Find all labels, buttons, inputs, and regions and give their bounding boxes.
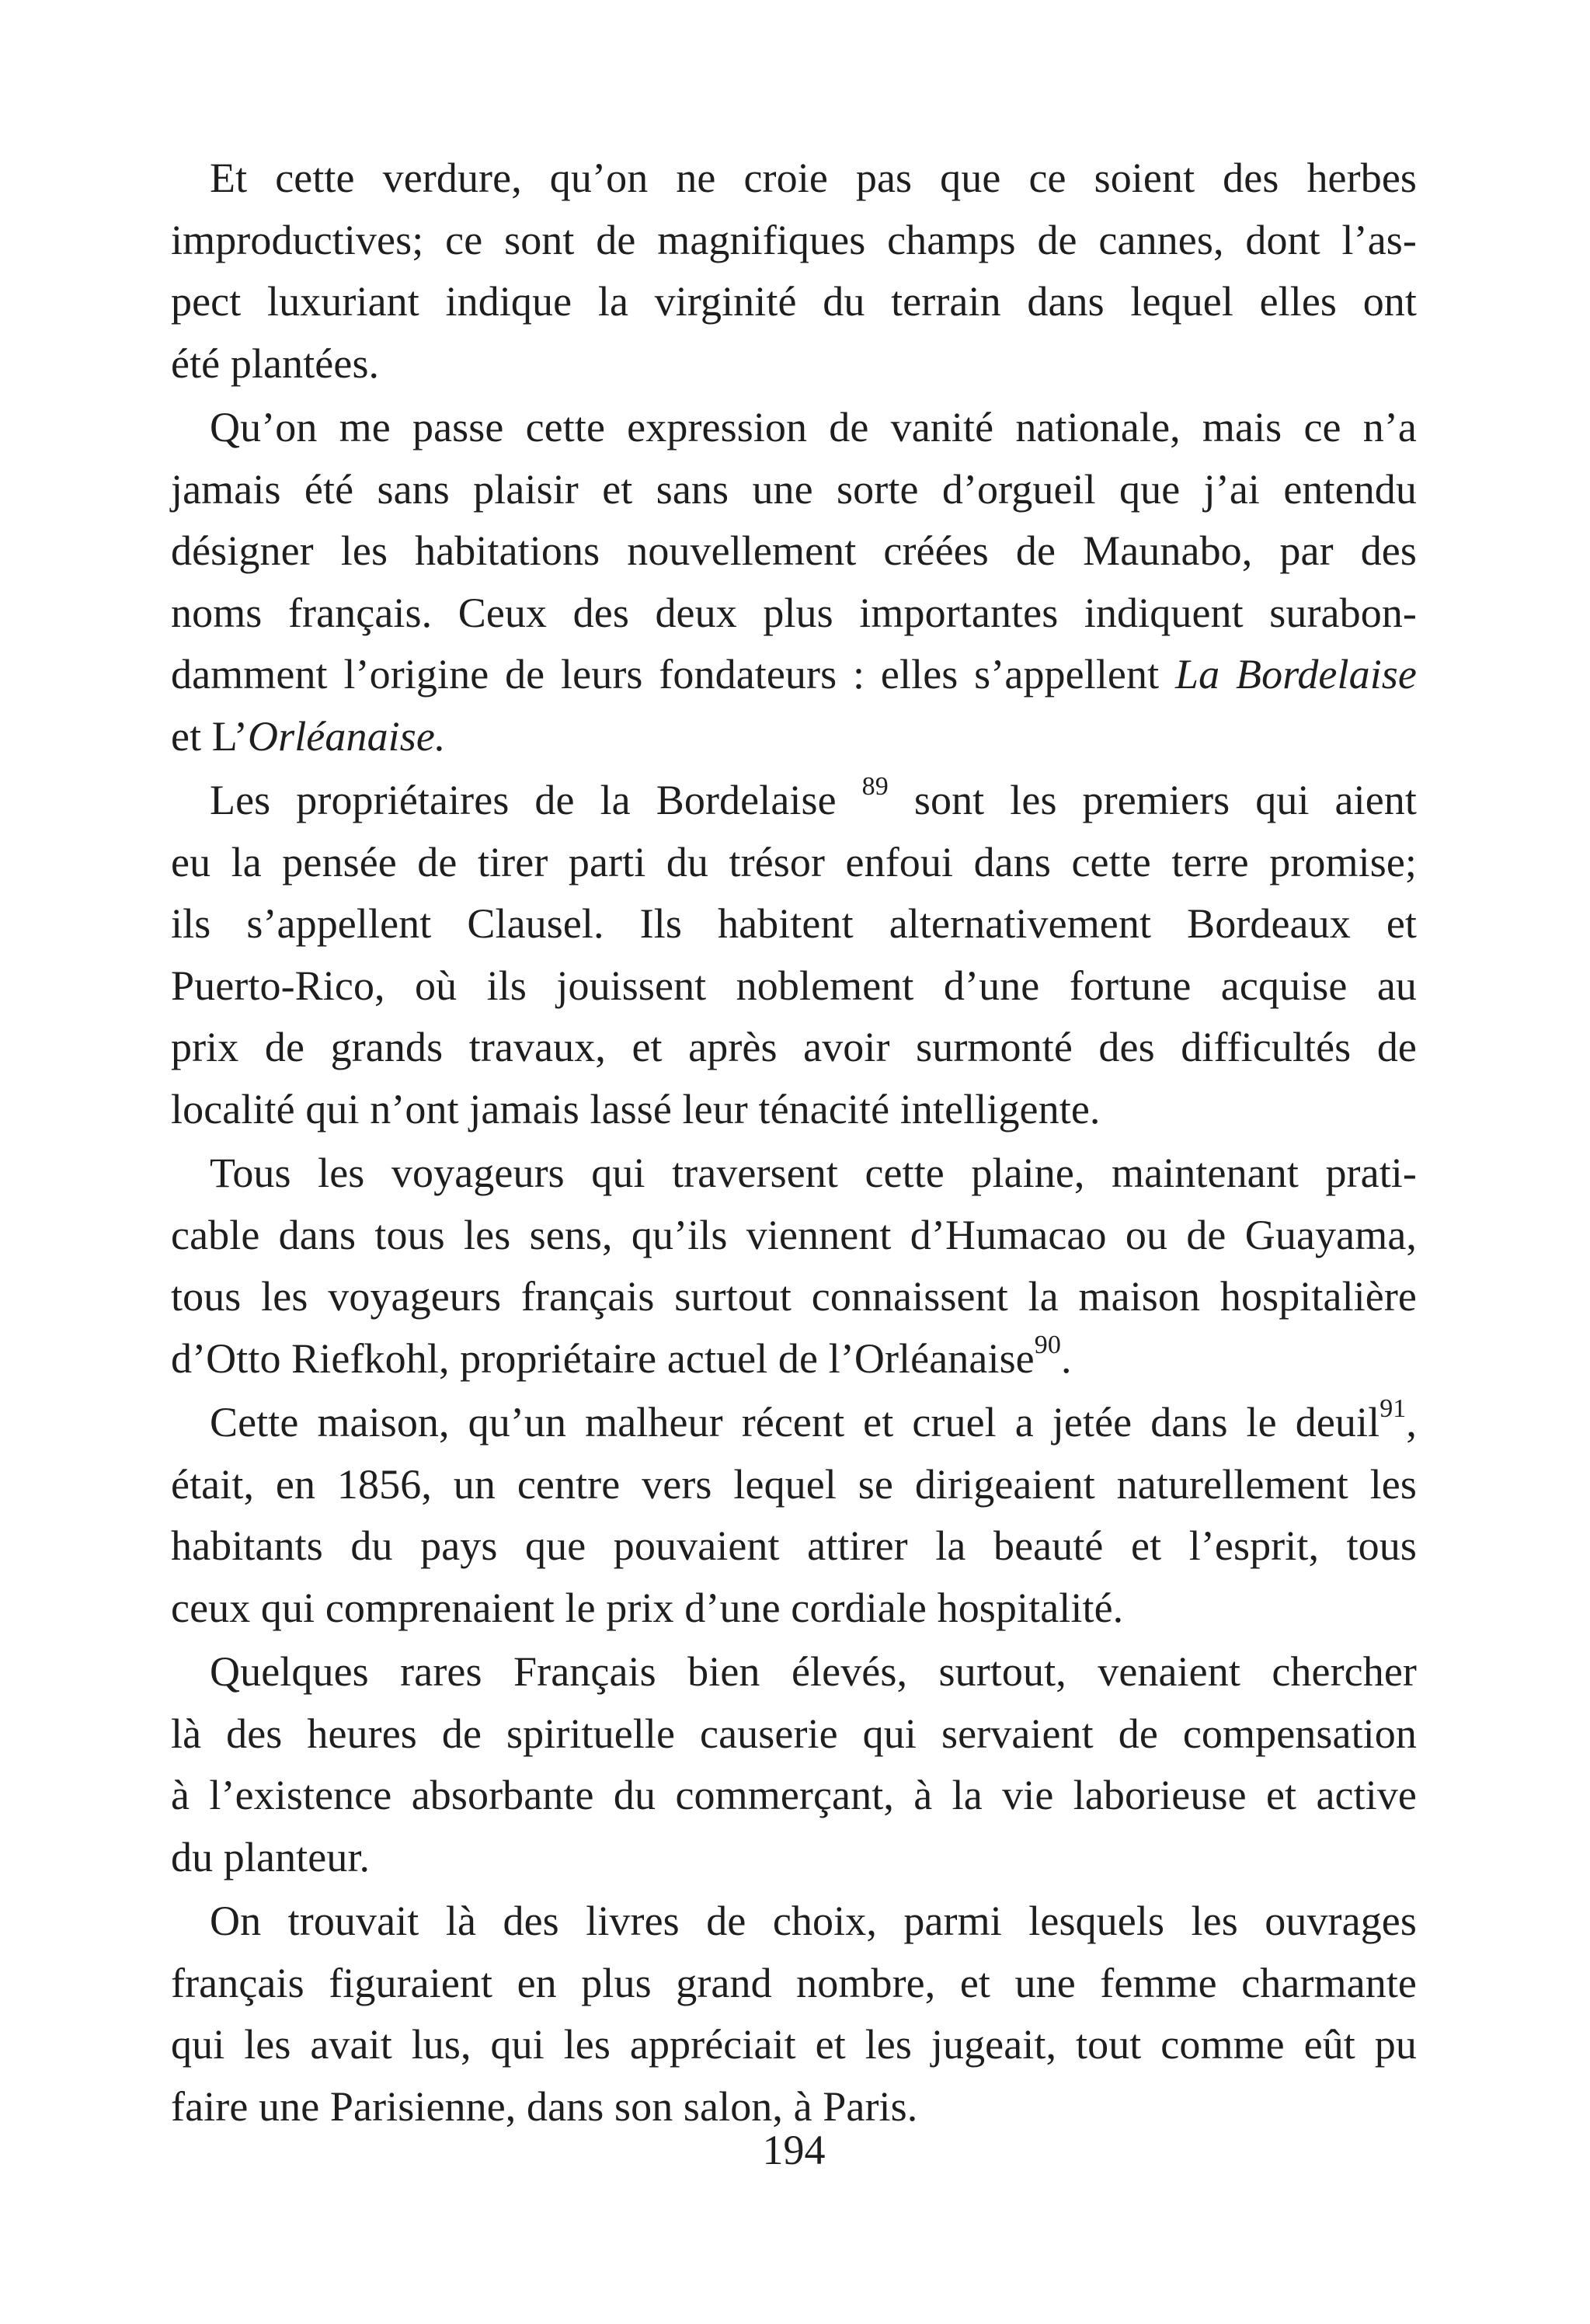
text-line: On trouvait là des livres de choix, parmi lesquels les ouvrages (210, 1898, 1417, 1944)
italic-title: Orléanaise. (247, 712, 446, 760)
text-line: été plantées. (171, 339, 380, 387)
text-run: Les propriétaires de la Bordelaise (210, 777, 862, 823)
text-line: Qu’on me passe cette expression de vanité nationale, mais ce n’a (210, 404, 1417, 451)
text-line (171, 706, 1417, 768)
text-line (171, 1328, 1417, 1390)
italic-title: La Bordelaise (1175, 651, 1417, 698)
text-run: sont les premiers qui aient (888, 777, 1417, 823)
text-line: à l’existence absorbante du commerçant, à la vie laborieuse et active (171, 1772, 1417, 1818)
text-line: faire une Parisienne, dans son salon, à Paris. (171, 2082, 918, 2130)
footnote-ref[interactable]: 90 (1034, 1330, 1061, 1359)
text-line (171, 644, 1417, 706)
page-number: 194 (762, 2127, 826, 2173)
paragraph-2 (171, 397, 1417, 767)
paragraph-7 (171, 1891, 1417, 2138)
text-line (171, 770, 1417, 832)
text-line: Puerto-Rico, où ils jouissent noblement d’une fortune acquise au (171, 962, 1417, 1009)
text-line: habitants du pays que pouvaient attirer la beauté et l’esprit, tous (171, 1522, 1417, 1569)
text-line (171, 1392, 1417, 1454)
text-run: d’Otto Riefkohl, propriétaire actuel de l’Orléanaise (171, 1334, 1035, 1382)
text-line: là des heures de spirituelle causerie qui servaient de compensation (171, 1710, 1417, 1757)
text-run: et L’ (171, 712, 248, 760)
text-run: , (1406, 1399, 1417, 1446)
text-line: jamais été sans plaisir et sans une sorte d’orgueil que j’ai entendu (171, 465, 1417, 513)
text-line: tous les voyageurs français surtout connaissent la maison hospitalière (171, 1273, 1417, 1320)
text-line: désigner les habitations nouvellement créées de Maunabo, par des (171, 527, 1417, 574)
text-line: ceux qui comprenaient le prix d’une cordiale hospitalité. (171, 1584, 1124, 1631)
text-line: français figuraient en plus grand nombre, et une femme charmante (171, 1959, 1417, 2006)
footnote-ref[interactable]: 89 (861, 772, 889, 801)
text-line: Tous les voyageurs qui traversent cette plaine, maintenant prati- (210, 1150, 1417, 1196)
text-line: pect luxuriant indique la virginité du terrain dans lequel elles ont (171, 278, 1417, 325)
paragraph-6 (171, 1641, 1417, 1888)
text-line: cable dans tous les sens, qu’ils viennent d’Humacao ou de Guayama, (171, 1211, 1417, 1258)
text-line: improductives; ce sont de magnifiques champs de cannes, dont l’as- (171, 216, 1417, 263)
paragraph-5 (171, 1392, 1417, 1639)
text-line: eu la pensée de tirer parti du trésor enfoui dans cette terre promise; (171, 838, 1417, 885)
footnote-ref[interactable]: 91 (1380, 1394, 1407, 1423)
book-page (171, 148, 1417, 2260)
paragraph-3 (171, 770, 1417, 1140)
text-line: Quelques rares Français bien élevés, surtout, venaient chercher (210, 1648, 1417, 1695)
text-line: localité qui n’ont jamais lassé leur ténacité intelligente. (171, 1085, 1101, 1132)
text-line: du planteur. (171, 1833, 371, 1880)
text-line: qui les avait lus, qui les appréciait et les jugeait, tout comme eût pu (171, 2021, 1417, 2068)
text-line: prix de grands travaux, et après avoir surmonté des difficultés de (171, 1024, 1417, 1070)
text-line: noms français. Ceux des deux plus importantes indiquent surabon- (171, 589, 1417, 636)
text-line: ils s’appellent Clausel. Ils habitent alternativement Bordeaux et (171, 900, 1417, 947)
paragraph-4 (171, 1143, 1417, 1390)
text-run: Cette maison, qu’un malheur récent et cruel a jetée dans le deuil (210, 1399, 1380, 1446)
text-run: damment l’origine de leurs fondateurs : elles s’appellent (171, 651, 1175, 698)
paragraph-1 (171, 148, 1417, 395)
text-line: Et cette verdure, qu’on ne croie pas que ce soient des herbes (210, 155, 1417, 201)
body-text (171, 148, 1417, 2138)
text-run: . (1060, 1334, 1072, 1382)
text-line: était, en 1856, un centre vers lequel se dirigeaient naturellement les (171, 1460, 1417, 1508)
